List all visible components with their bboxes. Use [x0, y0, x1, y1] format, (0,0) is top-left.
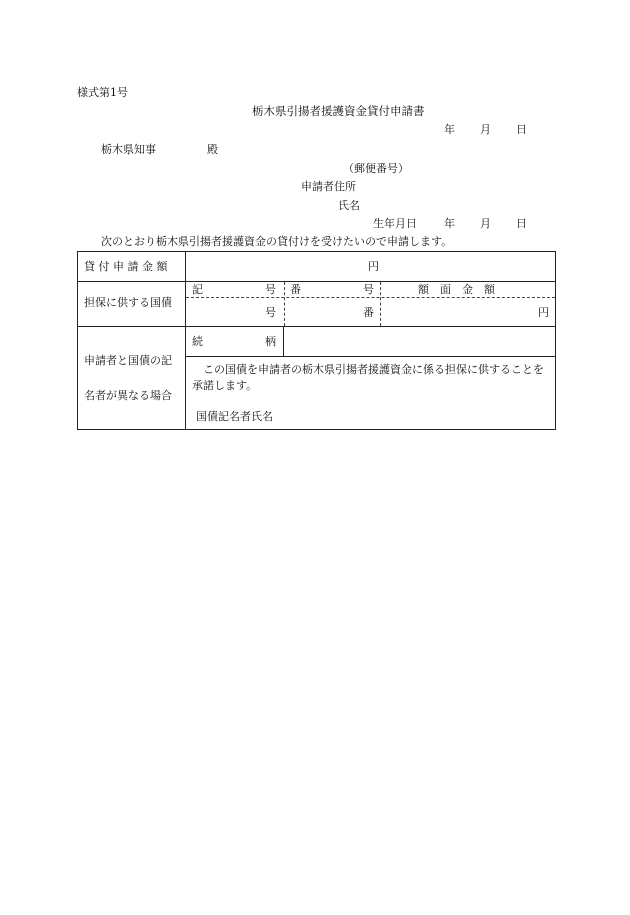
applicant-address-label: 申請者住所 [301, 180, 356, 193]
consent-text: この国債を申請者の栃木県引揚者援護資金に係る担保に供することを承諾します。 [192, 363, 544, 392]
applicant-birth-label: 生年月日 [373, 217, 417, 230]
label-column-divider [185, 252, 186, 429]
loan-amount-label: 貸 付 申 請 金 額 [84, 260, 168, 273]
addressee-label: 栃木県知事 [101, 143, 156, 156]
loan-amount-unit: 円 [368, 260, 379, 273]
applicant-name-label: 氏名 [338, 199, 360, 212]
postal-code-label: （郵便番号） [343, 162, 409, 175]
birth-year: 年 [444, 217, 455, 230]
birth-day: 日 [516, 217, 527, 230]
bond-number-header: 番 [290, 283, 301, 296]
date-year: 年 [444, 123, 455, 136]
bond-column-divider [380, 282, 381, 326]
bond-column-divider [284, 282, 285, 326]
relationship-label-char2: 柄 [265, 335, 276, 348]
addressee-honorific: 殿 [207, 143, 218, 156]
bond-face-value-header: 額 面 金 額 [418, 283, 495, 296]
application-table [77, 251, 556, 430]
row-divider [186, 356, 555, 357]
relationship-label-char1: 続 [192, 335, 203, 348]
row-divider [78, 326, 555, 327]
document-title: 栃木県引揚者援護資金貸付申請書 [252, 104, 425, 118]
owner-label-line1: 申請者と国債の記 [84, 354, 172, 367]
birth-month: 月 [480, 217, 491, 230]
bond-number-unit: 番 [363, 306, 374, 319]
row-divider [78, 281, 555, 282]
bond-face-value-unit: 円 [538, 306, 549, 319]
date-month: 月 [480, 123, 491, 136]
bond-number-header-suffix: 号 [363, 283, 374, 296]
owner-label-line2: 名者が異なる場合 [84, 389, 172, 402]
bond-label: 担保に供する国債 [84, 296, 172, 309]
intro-text: 次のとおり栃木県引揚者援護資金の貸付けを受けたいので申請します。 [101, 235, 453, 248]
bond-symbol-unit: 号 [265, 306, 276, 319]
bond-symbol-header: 記 [192, 283, 203, 296]
bond-owner-name-label: 国債記名者氏名 [196, 410, 273, 423]
date-day: 日 [516, 123, 527, 136]
form-number: 様式第1号 [77, 86, 128, 99]
bond-dashed-divider [186, 297, 555, 298]
relationship-divider [283, 327, 284, 356]
bond-symbol-header-suffix: 号 [265, 283, 276, 296]
